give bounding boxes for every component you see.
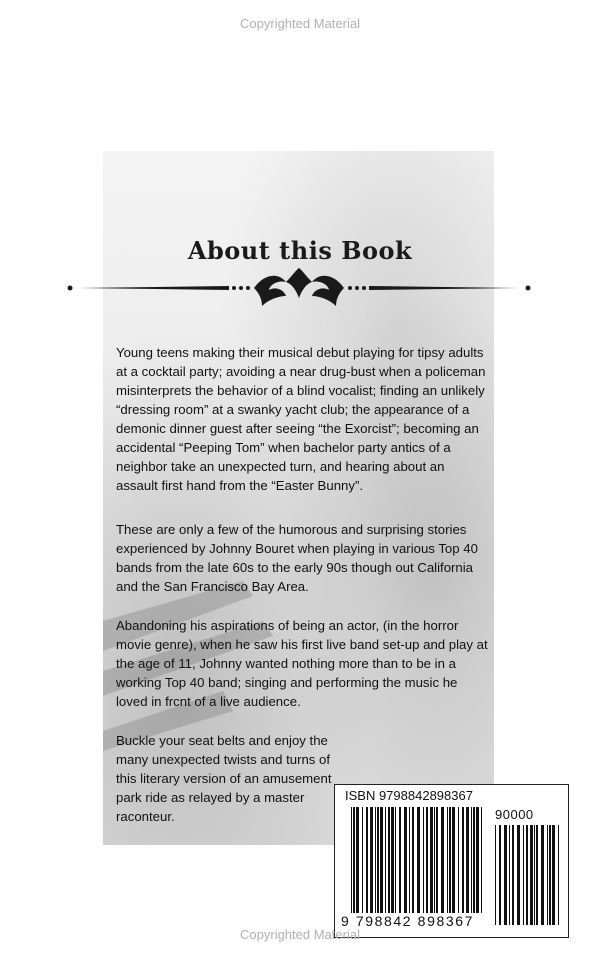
decorative-divider-icon bbox=[64, 266, 534, 310]
description-paragraph-3: Abandoning his aspirations of being an actor, (in the horror movie genre), when he saw his first live band set-up and play at the age of 11, Johnny wanted nothing more than to be in a working Top 40 band; singing and performing the music he loved in frcnt of a live audience. bbox=[116, 618, 488, 709]
barcode-bar bbox=[473, 807, 475, 913]
copyright-watermark-top: Copyrighted Material bbox=[240, 16, 360, 31]
barcode-bar bbox=[558, 825, 559, 925]
barcode-bar bbox=[426, 807, 428, 913]
barcode-bar bbox=[391, 807, 394, 913]
barcode-bar bbox=[417, 807, 420, 913]
barcode-bar bbox=[476, 807, 479, 913]
description-paragraph-2: These are only a few of the humorous and surprising stories experienced by Johnny Bouret when playing in various Top 40 bands from the late 60s to the early 90s though out California and the San Francisco Bay Area. bbox=[116, 522, 478, 594]
section-heading: About this Book bbox=[187, 236, 413, 265]
barcode-bar bbox=[495, 825, 496, 925]
barcode-bar bbox=[541, 825, 544, 925]
price-code: 90000 bbox=[495, 807, 534, 822]
barcode-bar bbox=[385, 807, 386, 913]
barcode-bar bbox=[458, 807, 459, 913]
barcode-bar bbox=[434, 807, 435, 913]
barcode-bar bbox=[404, 807, 407, 913]
barcode-bar bbox=[375, 807, 376, 913]
barcode-bar bbox=[526, 825, 528, 925]
copyright-watermark-bottom: Copyrighted Material bbox=[240, 927, 360, 942]
barcode-bar bbox=[466, 807, 469, 913]
barcode-bar bbox=[534, 825, 535, 925]
barcode-bar bbox=[462, 807, 464, 913]
barcode-bar bbox=[366, 807, 368, 913]
isbn-barcode-box bbox=[334, 784, 569, 938]
barcode-bar bbox=[536, 825, 538, 925]
barcode-bar bbox=[395, 807, 396, 913]
barcode-bar bbox=[449, 807, 451, 913]
barcode-bar bbox=[412, 807, 414, 913]
barcode-bar bbox=[481, 807, 482, 913]
barcode-bar bbox=[388, 807, 390, 913]
barcode-bar bbox=[523, 825, 524, 925]
barcode-bar bbox=[547, 825, 548, 925]
barcode-bar bbox=[351, 807, 352, 913]
barcode-bar bbox=[436, 807, 438, 913]
barcode-bar bbox=[441, 807, 444, 913]
barcode-bar bbox=[353, 807, 355, 913]
description-paragraph-4: Buckle your seat belts and enjoy the many unexpected twists and turns of this literary version of an amusement park ride as relayed by a master raconteur. bbox=[116, 733, 332, 824]
isbn-label: ISBN 9798842898367 bbox=[345, 788, 473, 803]
barcode-bar bbox=[504, 825, 507, 925]
barcode-bar bbox=[399, 807, 401, 913]
barcode-bar bbox=[499, 825, 501, 925]
barcode-bar bbox=[530, 825, 533, 925]
barcode-bar bbox=[509, 825, 510, 925]
barcode-bar bbox=[549, 825, 551, 925]
barcode-digits: 9 798842 898367 bbox=[341, 913, 474, 929]
barcode-bar bbox=[447, 807, 448, 913]
barcode-bar bbox=[377, 807, 379, 913]
description-paragraph-1: Young teens making their musical debut playing for tipsy adults at a cocktail party; avoiding a near drug-bust when a policeman misinterprets the behavior of a blind vocalist; finding an unlikely “dressing room” at a swanky yacht club; the appearance of a demonic dinner guest after seeing “the Exorcist”; becoming an accidental “Peeping Tom” when bachelor party antics of a neighbor take an unexpected turn, and hearing about an assault first hand from the “Easter Bunny”. bbox=[116, 345, 486, 493]
barcode-bar bbox=[370, 807, 373, 913]
barcode-bar bbox=[430, 807, 433, 913]
barcode-bar bbox=[517, 825, 520, 925]
barcode-bar bbox=[362, 807, 363, 913]
barcode-bar bbox=[423, 807, 424, 913]
barcode-bar bbox=[471, 807, 472, 913]
barcode-bar bbox=[512, 825, 514, 925]
barcode-bar bbox=[552, 825, 555, 925]
barcode-bar bbox=[452, 807, 455, 913]
barcode-bar bbox=[380, 807, 383, 913]
barcode-bar bbox=[409, 807, 410, 913]
barcode-bar bbox=[356, 807, 359, 913]
